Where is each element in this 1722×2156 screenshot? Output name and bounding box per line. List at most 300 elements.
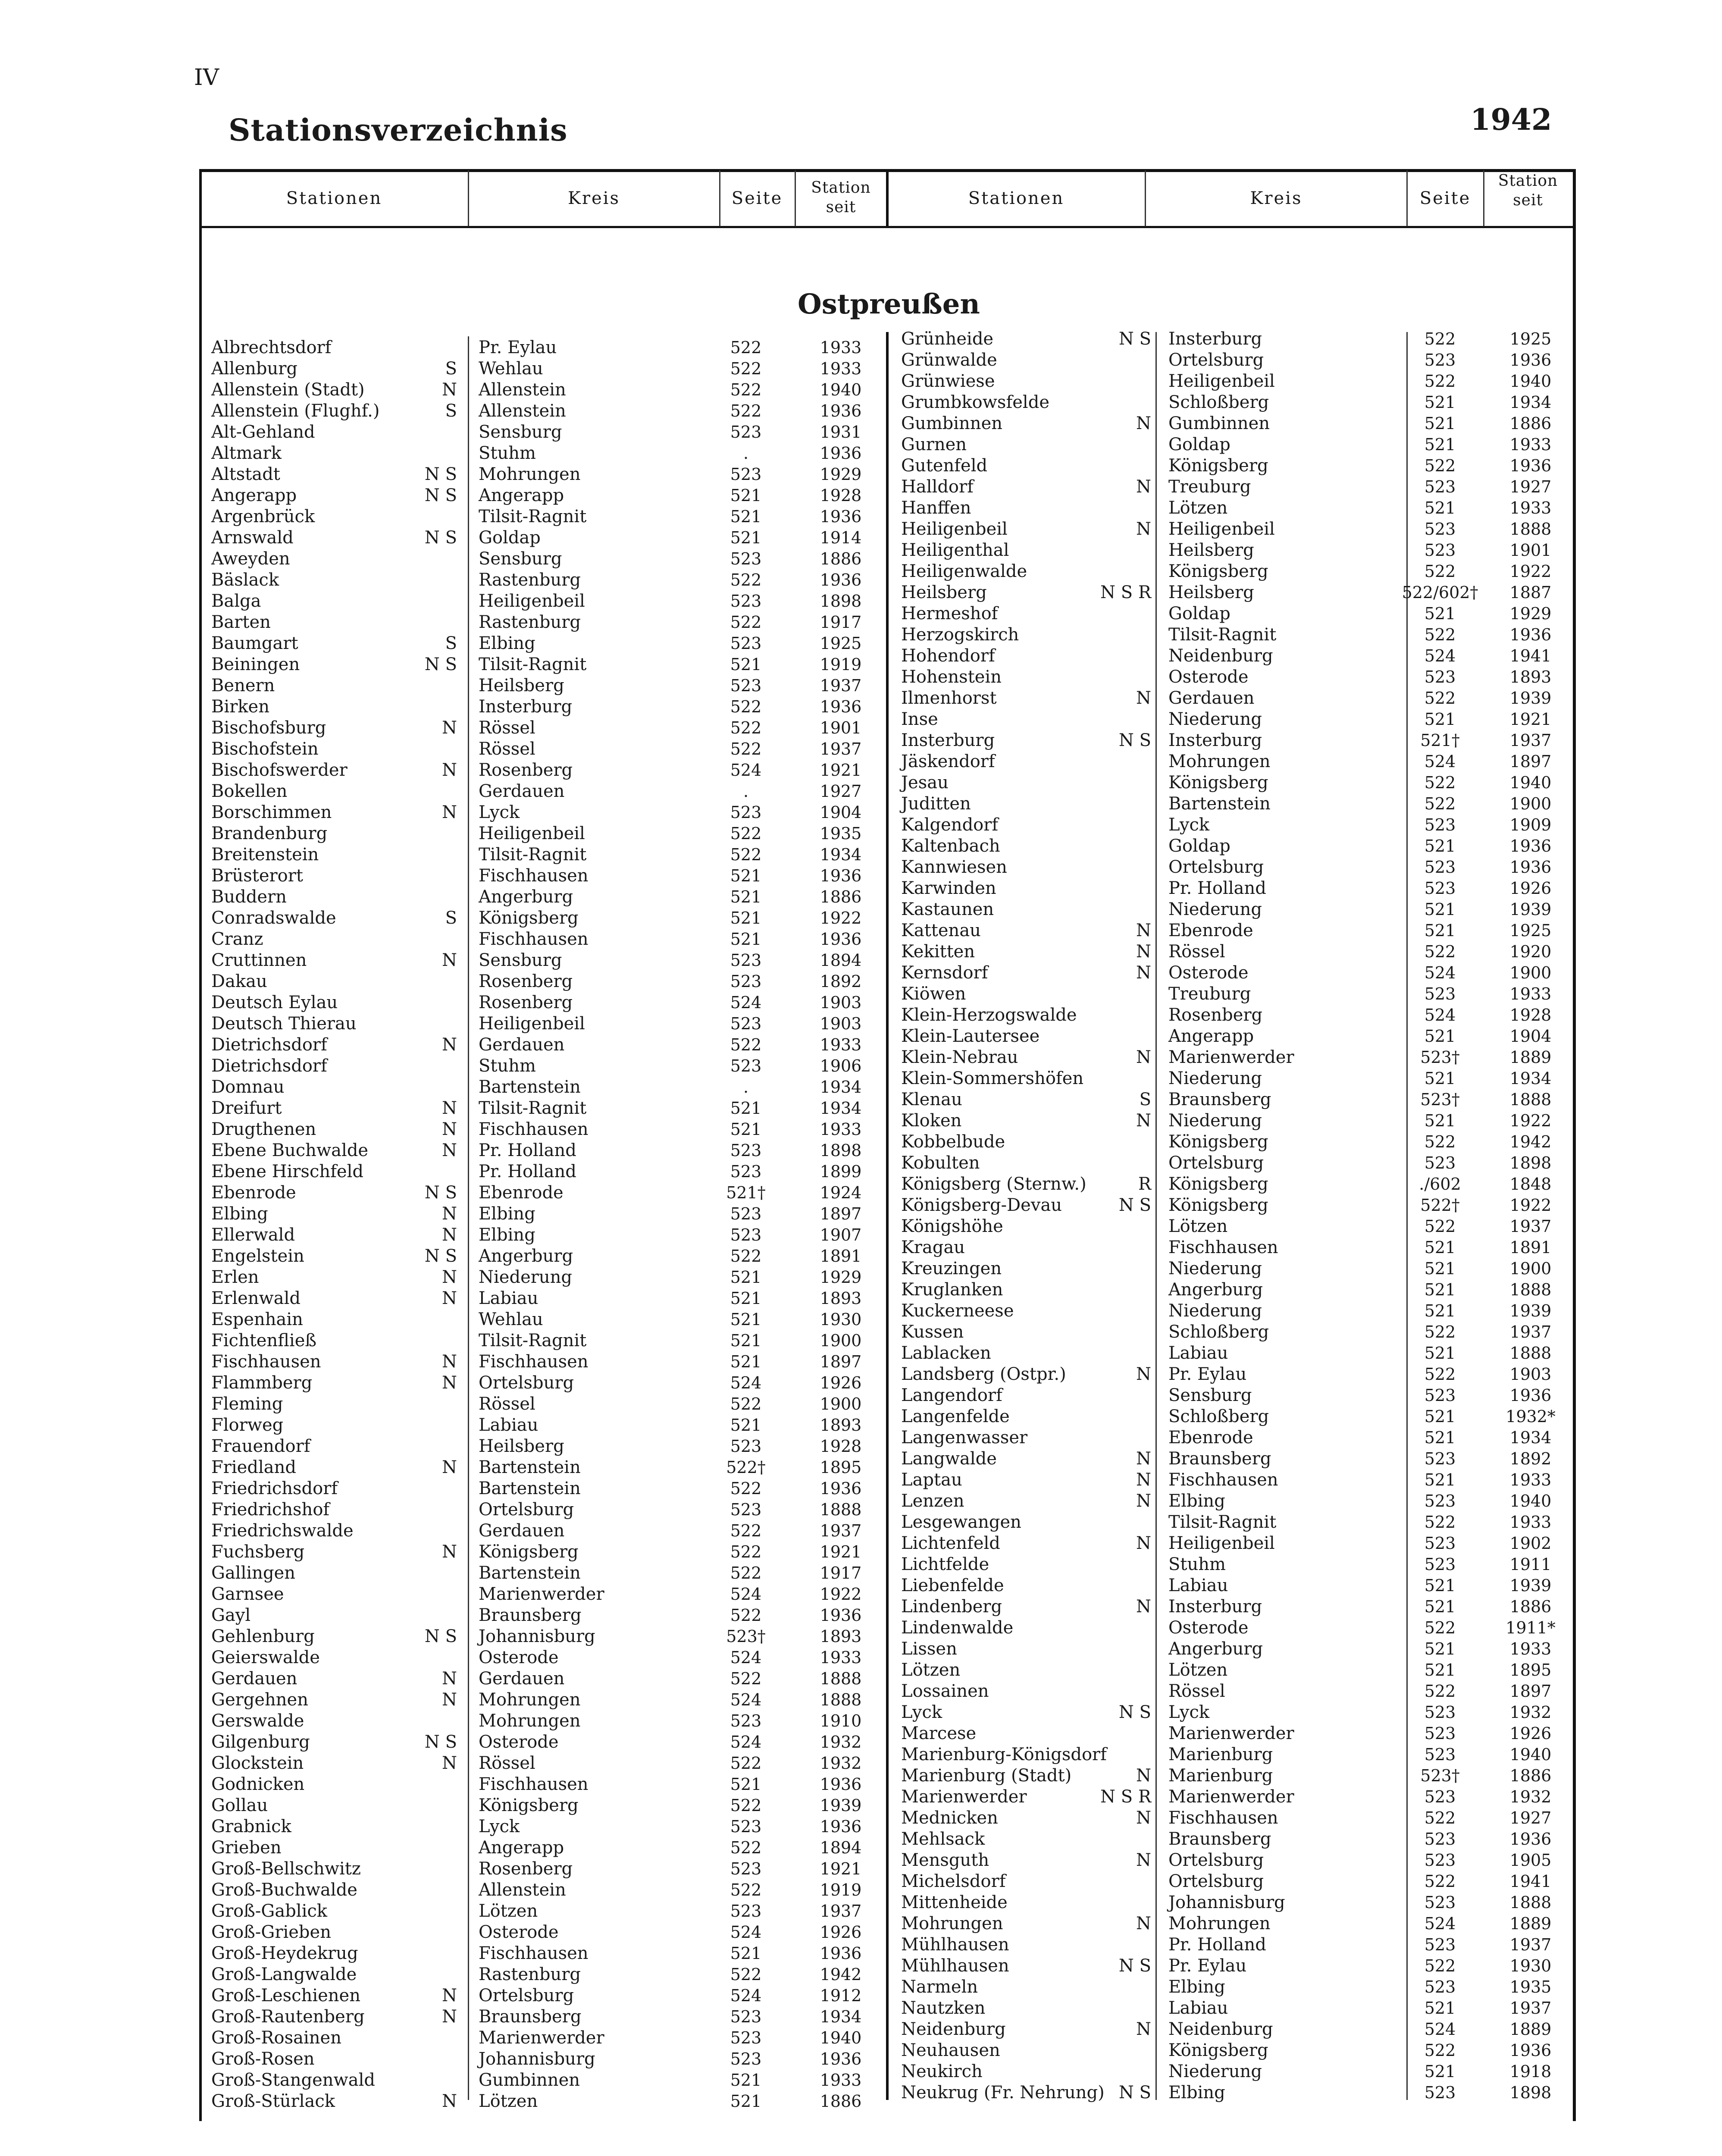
station-since-value: 1926 bbox=[1509, 879, 1552, 898]
table-row bbox=[211, 422, 884, 442]
station-flag: N S bbox=[424, 1732, 457, 1752]
seite-value: 523 bbox=[1424, 1449, 1456, 1468]
station-name: Alt-Gehland bbox=[211, 422, 315, 442]
table-row bbox=[901, 688, 1565, 708]
seite-value: 521 bbox=[1424, 710, 1456, 729]
station-name: Karwinden bbox=[901, 878, 996, 898]
station-since-value: 1904 bbox=[820, 803, 862, 822]
table-row bbox=[211, 2091, 884, 2112]
kreis-name: Königsberg bbox=[1168, 773, 1268, 793]
table-row bbox=[211, 2028, 884, 2048]
kreis-name: Rössel bbox=[479, 1394, 535, 1414]
seite-value: 522 bbox=[730, 1479, 762, 1498]
station-flag: N bbox=[1136, 1449, 1151, 1469]
kreis-name: Niederung bbox=[479, 1267, 572, 1287]
station-name: Barten bbox=[211, 612, 271, 632]
table-row bbox=[901, 1639, 1565, 1659]
kreis-name: Heiligenbeil bbox=[1168, 1533, 1275, 1553]
table-row bbox=[901, 1110, 1565, 1131]
table-row bbox=[211, 633, 884, 654]
seite-value: 522 bbox=[730, 845, 762, 864]
table-row bbox=[211, 1034, 884, 1055]
station-since-value: 1919 bbox=[820, 655, 862, 674]
station-name: Friedrichshof bbox=[211, 1500, 330, 1520]
table-row bbox=[901, 962, 1565, 983]
kreis-name: Angerburg bbox=[479, 887, 573, 907]
column-divider bbox=[1145, 170, 1146, 226]
header-stationen-left: Stationen bbox=[286, 188, 382, 208]
kreis-name: Treuburg bbox=[1168, 477, 1251, 497]
table-row bbox=[901, 1533, 1565, 1554]
kreis-name: Mohrungen bbox=[1168, 752, 1271, 771]
table-row bbox=[901, 1850, 1565, 1871]
station-flag: N bbox=[442, 2091, 457, 2111]
seite-value: 522 bbox=[1424, 1132, 1456, 1151]
seite-value: 521 bbox=[1424, 1470, 1456, 1489]
table-row bbox=[211, 1457, 884, 1478]
kreis-name: Johannisburg bbox=[479, 2049, 595, 2069]
station-name: Groß-Grieben bbox=[211, 1922, 331, 1942]
station-since-value: 1933 bbox=[1509, 1470, 1552, 1489]
station-since-value: 1919 bbox=[820, 1880, 862, 1899]
table-row bbox=[901, 1765, 1565, 1786]
station-name: Deutsch Thierau bbox=[211, 1014, 357, 1034]
station-name: Bäslack bbox=[211, 570, 279, 590]
station-flag: N bbox=[442, 1352, 457, 1372]
station-since-value: 1925 bbox=[1509, 329, 1552, 348]
station-since-value: 1891 bbox=[820, 1247, 862, 1266]
kreis-name: Labiau bbox=[1168, 1998, 1228, 2018]
station-since-value: 1933 bbox=[820, 359, 862, 378]
station-flag: N bbox=[442, 1542, 457, 1562]
seite-value: 522† bbox=[726, 1458, 766, 1477]
kreis-name: Fischhausen bbox=[479, 929, 589, 949]
table-row bbox=[211, 802, 884, 823]
station-name: Kaltenbach bbox=[901, 836, 1000, 856]
station-since-value: 1893 bbox=[1509, 667, 1552, 686]
table-row bbox=[901, 1596, 1565, 1617]
station-since-value: 1917 bbox=[820, 613, 862, 632]
seite-value: 523 bbox=[1424, 1977, 1456, 1996]
table-row bbox=[211, 696, 884, 717]
station-name: Bischofswerder bbox=[211, 760, 348, 780]
table-row bbox=[211, 1901, 884, 1921]
station-since-value: 1940 bbox=[1509, 1745, 1552, 1764]
station-since-value: 1939 bbox=[1509, 1301, 1552, 1320]
header-kreis-left: Kreis bbox=[568, 188, 620, 208]
station-name: Dakau bbox=[211, 971, 267, 991]
kreis-name: Sensburg bbox=[479, 549, 562, 569]
station-since-value: 1936 bbox=[1509, 351, 1552, 370]
station-since-value: 1893 bbox=[820, 1416, 862, 1435]
seite-value: 521 bbox=[730, 1944, 762, 1963]
table-row bbox=[901, 1448, 1565, 1469]
station-flag: N bbox=[442, 1204, 457, 1224]
column-divider bbox=[886, 170, 889, 226]
table-row bbox=[211, 865, 884, 886]
table-row bbox=[901, 476, 1565, 497]
kreis-name: Rössel bbox=[479, 1753, 535, 1773]
seite-value: 522 bbox=[1424, 1322, 1456, 1341]
page-number: IV bbox=[194, 65, 219, 91]
table-row bbox=[901, 1681, 1565, 1702]
station-name: Gerswalde bbox=[211, 1711, 304, 1731]
seite-value: 521 bbox=[730, 1775, 762, 1794]
seite-value: 521 bbox=[1424, 1597, 1456, 1616]
station-flag: N S bbox=[424, 528, 457, 548]
table-row bbox=[211, 1605, 884, 1626]
station-name: Flammberg bbox=[211, 1373, 313, 1393]
station-since-value: 1940 bbox=[820, 2028, 862, 2047]
table-row bbox=[211, 379, 884, 400]
table-row bbox=[211, 1182, 884, 1203]
seite-value: 522 bbox=[1424, 1956, 1456, 1975]
seite-value: 521 bbox=[730, 1289, 762, 1308]
station-flag: N bbox=[442, 2007, 457, 2027]
seite-value: 523 bbox=[730, 2028, 762, 2047]
station-name: Marcese bbox=[901, 1724, 977, 1743]
station-flag: N S bbox=[424, 1183, 457, 1203]
table-row bbox=[211, 760, 884, 780]
station-name: Bischofstein bbox=[211, 739, 319, 759]
station-flag: N S bbox=[1118, 1956, 1151, 1976]
kreis-name: Neidenburg bbox=[1168, 646, 1273, 666]
station-name: Lossainen bbox=[901, 1681, 989, 1701]
station-since-value: 1886 bbox=[1509, 1766, 1552, 1785]
kreis-name: Schloßberg bbox=[1168, 392, 1269, 412]
seite-value: . bbox=[743, 782, 749, 801]
table-row bbox=[901, 1512, 1565, 1532]
station-since-value: 1939 bbox=[1509, 689, 1552, 708]
station-since-value: 1936 bbox=[820, 401, 862, 420]
table-row bbox=[211, 1394, 884, 1414]
station-flag: N bbox=[1136, 1850, 1151, 1870]
kreis-name: Osterode bbox=[479, 1732, 559, 1752]
station-since-value: 1895 bbox=[1509, 1661, 1552, 1680]
kreis-name: Angerburg bbox=[1168, 1639, 1263, 1659]
seite-value: 521 bbox=[730, 655, 762, 674]
station-since-value: 1894 bbox=[820, 1838, 862, 1857]
station-flag: N bbox=[442, 380, 457, 400]
seite-value: 522 bbox=[1424, 689, 1456, 708]
kreis-name: Ortelsburg bbox=[479, 1500, 574, 1520]
station-since-value: 1888 bbox=[820, 1500, 862, 1519]
table-row bbox=[211, 1816, 884, 1837]
kreis-name: Goldap bbox=[1168, 435, 1230, 454]
seite-value: 523 bbox=[1424, 1724, 1456, 1743]
station-name: Kobbelbude bbox=[901, 1132, 1005, 1152]
seite-value: 521 bbox=[1424, 1999, 1456, 2018]
station-since-value: 1888 bbox=[820, 1690, 862, 1709]
kreis-name: Pr. Eylau bbox=[479, 338, 557, 357]
station-name: Aweyden bbox=[211, 549, 290, 569]
table-row bbox=[901, 350, 1565, 370]
station-since-value: 1929 bbox=[1509, 604, 1552, 623]
seite-value: 523 bbox=[730, 1225, 762, 1244]
station-since-value: 1894 bbox=[820, 951, 862, 970]
table-row bbox=[211, 1309, 884, 1330]
kreis-name: Heilsberg bbox=[479, 1436, 564, 1456]
station-name: Deutsch Eylau bbox=[211, 993, 338, 1012]
station-since-value: 1933 bbox=[820, 338, 862, 357]
seite-value: ./602 bbox=[1419, 1175, 1461, 1194]
table-row bbox=[211, 718, 884, 738]
station-flag: N S bbox=[424, 1246, 457, 1266]
kreis-name: Bartenstein bbox=[479, 1563, 581, 1583]
table-row bbox=[901, 1575, 1565, 1596]
station-name: Frauendorf bbox=[211, 1436, 310, 1456]
station-since-value: 1937 bbox=[1509, 1999, 1552, 2018]
table-row bbox=[211, 1647, 884, 1668]
station-flag: N bbox=[442, 1225, 457, 1245]
table-row bbox=[901, 1216, 1565, 1237]
station-name: Halldorf bbox=[901, 477, 974, 497]
header-stationen-right: Stationen bbox=[968, 188, 1065, 208]
station-flag: R bbox=[1138, 1174, 1151, 1194]
station-name: Fichtenfließ bbox=[211, 1331, 317, 1351]
table-row bbox=[211, 1246, 884, 1266]
kreis-name: Gerdauen bbox=[1168, 688, 1255, 708]
kreis-name: Heiligenbeil bbox=[479, 591, 585, 611]
table-row bbox=[901, 1723, 1565, 1744]
kreis-name: Braunsberg bbox=[479, 1605, 582, 1625]
seite-value: 524 bbox=[730, 1373, 762, 1392]
station-name: Altstadt bbox=[211, 464, 280, 484]
station-flag: N bbox=[1136, 1808, 1151, 1828]
seite-value: 522 bbox=[730, 740, 762, 758]
station-name: Gallingen bbox=[211, 1563, 295, 1583]
table-row bbox=[901, 1406, 1565, 1427]
seite-value: 523 bbox=[1424, 1830, 1456, 1849]
station-name: Lissen bbox=[901, 1639, 957, 1659]
table-row bbox=[211, 2049, 884, 2069]
station-since-value: 1939 bbox=[820, 1796, 862, 1815]
station-flag: N bbox=[442, 1457, 457, 1477]
table-row bbox=[901, 941, 1565, 962]
kreis-name: Mohrungen bbox=[479, 1690, 581, 1710]
kreis-name: Insterburg bbox=[1168, 1597, 1262, 1617]
station-name: Engelstein bbox=[211, 1246, 304, 1266]
seite-value: 524 bbox=[1424, 1914, 1456, 1933]
station-name: Lenzen bbox=[901, 1491, 964, 1511]
station-since-value: 1888 bbox=[1509, 1893, 1552, 1912]
station-name: Grünwalde bbox=[901, 350, 997, 370]
station-name: Narmeln bbox=[901, 1977, 978, 1997]
kreis-name: Niederung bbox=[1168, 709, 1262, 729]
station-since-value: 1936 bbox=[1509, 1830, 1552, 1849]
station-since-value: 1893 bbox=[820, 1289, 862, 1308]
seite-value: 524 bbox=[1424, 1006, 1456, 1025]
kreis-name: Marienburg bbox=[1168, 1766, 1273, 1786]
header-seite-right: Seite bbox=[1419, 188, 1471, 208]
station-name: Ilmenhorst bbox=[901, 688, 997, 708]
seite-value: 523 bbox=[1424, 1787, 1456, 1806]
kreis-name: Königsberg bbox=[479, 908, 579, 928]
table-row bbox=[211, 908, 884, 928]
seite-value: 522 bbox=[1424, 2041, 1456, 2060]
table-row bbox=[211, 1711, 884, 1731]
kreis-name: Heiligenbeil bbox=[1168, 519, 1275, 539]
station-name: Mohrungen bbox=[901, 1914, 1003, 1934]
kreis-name: Angerburg bbox=[479, 1246, 573, 1266]
seite-value: 521 bbox=[730, 2071, 762, 2090]
station-since-value: 1940 bbox=[1509, 372, 1552, 391]
station-flag: N bbox=[1136, 1914, 1151, 1934]
station-flag: N S bbox=[424, 1626, 457, 1646]
table-row bbox=[211, 1119, 884, 1140]
seite-value: 521 bbox=[1424, 1259, 1456, 1278]
seite-value: 523 bbox=[730, 2049, 762, 2068]
kreis-name: Neidenburg bbox=[1168, 2019, 1273, 2039]
station-since-value: 1936 bbox=[820, 1817, 862, 1836]
table-row bbox=[901, 498, 1565, 518]
table-row bbox=[211, 1732, 884, 1752]
station-since-value: 1888 bbox=[1509, 520, 1552, 539]
table-row bbox=[211, 1056, 884, 1076]
table-row bbox=[211, 1267, 884, 1288]
station-name: Laptau bbox=[901, 1470, 962, 1490]
seite-value: 522 bbox=[1424, 329, 1456, 348]
kreis-name: Niederung bbox=[1168, 1259, 1262, 1279]
table-row bbox=[211, 1203, 884, 1224]
kreis-name: Labiau bbox=[1168, 1343, 1228, 1363]
table-row bbox=[901, 1343, 1565, 1363]
station-flag: N bbox=[442, 802, 457, 822]
table-row bbox=[901, 2019, 1565, 2040]
station-since-value: 1936 bbox=[1509, 2041, 1552, 2060]
seite-value: 521 bbox=[1424, 1639, 1456, 1658]
kreis-name: Rastenburg bbox=[479, 570, 581, 590]
table-row bbox=[901, 709, 1565, 730]
table-row bbox=[901, 582, 1565, 603]
seite-value: 523 bbox=[730, 676, 762, 695]
station-flag: N bbox=[1136, 414, 1151, 433]
station-since-value: 1903 bbox=[820, 993, 862, 1012]
seite-value: 521 bbox=[1424, 604, 1456, 623]
seite-value: 522 bbox=[730, 1796, 762, 1815]
station-name: Hermeshof bbox=[901, 604, 998, 624]
region-heading: Ostpreußen bbox=[798, 288, 980, 320]
table-row bbox=[901, 1871, 1565, 1892]
seite-value: 521 bbox=[1424, 1344, 1456, 1363]
kreis-name: Pr. Holland bbox=[1168, 1935, 1266, 1955]
table-row bbox=[901, 793, 1565, 814]
kreis-name: Insterburg bbox=[479, 697, 573, 717]
kreis-name: Goldap bbox=[1168, 604, 1230, 624]
column-divider bbox=[1483, 170, 1484, 226]
table-row bbox=[901, 540, 1565, 561]
table-row bbox=[211, 971, 884, 992]
kreis-name: Lötzen bbox=[1168, 498, 1228, 518]
station-since-value: 1941 bbox=[1509, 646, 1552, 665]
kreis-name: Königsberg bbox=[1168, 456, 1268, 476]
kreis-name: Lyck bbox=[1168, 815, 1210, 835]
kreis-name: Lyck bbox=[479, 1817, 520, 1836]
kreis-name: Insterburg bbox=[1168, 730, 1262, 750]
seite-value: 522 bbox=[730, 613, 762, 632]
column-divider bbox=[719, 170, 720, 226]
kreis-name: Fischhausen bbox=[1168, 1808, 1278, 1828]
table-row bbox=[901, 392, 1565, 413]
kreis-name: Rastenburg bbox=[479, 1965, 581, 1984]
station-name: Groß-Rosen bbox=[211, 2049, 315, 2069]
station-since-value: 1940 bbox=[1509, 773, 1552, 792]
station-since-value: 1904 bbox=[1509, 1027, 1552, 1046]
kreis-name: Marienwerder bbox=[1168, 1724, 1294, 1743]
station-name: Kernsdorf bbox=[901, 963, 988, 983]
kreis-name: Ortelsburg bbox=[1168, 1850, 1264, 1870]
station-since-value: 1888 bbox=[1509, 1090, 1552, 1109]
station-since-value: 1888 bbox=[1509, 1280, 1552, 1299]
seite-value: 522 bbox=[730, 401, 762, 420]
station-since-value: 1934 bbox=[820, 845, 862, 864]
kreis-name: Ortelsburg bbox=[1168, 350, 1264, 370]
seite-value: 521 bbox=[1424, 1069, 1456, 1088]
station-since-value: 1928 bbox=[820, 1437, 862, 1456]
station-name: Gutenfeld bbox=[901, 456, 988, 476]
station-name: Neukrug (Fr. Nehrung) bbox=[901, 2083, 1105, 2103]
seite-value: 523 bbox=[730, 1817, 762, 1836]
station-since-value: 1936 bbox=[820, 1775, 862, 1794]
station-flag: N bbox=[1136, 1364, 1151, 1384]
station-since-value: 1891 bbox=[1509, 1238, 1552, 1257]
kreis-name: Tilsit-Ragnit bbox=[479, 1331, 587, 1351]
kreis-name: Sensburg bbox=[1168, 1385, 1252, 1405]
station-name: Altmark bbox=[211, 443, 282, 463]
station-name: Lötzen bbox=[901, 1660, 961, 1680]
station-since-value: 1900 bbox=[1509, 1259, 1552, 1278]
table-row bbox=[211, 1774, 884, 1795]
seite-value: 521 bbox=[1424, 837, 1456, 856]
seite-value: 522 bbox=[1424, 562, 1456, 581]
table-row bbox=[211, 1161, 884, 1182]
seite-value: 522 bbox=[730, 697, 762, 716]
table-row bbox=[211, 1436, 884, 1457]
kreis-name: Königsberg bbox=[1168, 1195, 1268, 1215]
kreis-name: Mohrungen bbox=[479, 464, 581, 484]
seite-value: 523 bbox=[1424, 520, 1456, 539]
station-name: Gumbinnen bbox=[901, 414, 1002, 433]
station-since-value: 1931 bbox=[820, 423, 862, 442]
station-since-value: 1927 bbox=[1509, 477, 1552, 496]
seite-value: . bbox=[743, 1078, 749, 1097]
station-name: Liebenfelde bbox=[901, 1576, 1004, 1595]
seite-value: 521 bbox=[730, 1310, 762, 1329]
table-row bbox=[901, 899, 1565, 920]
table-row bbox=[901, 1892, 1565, 1913]
table-row bbox=[901, 836, 1565, 856]
station-name: Albrechtsdorf bbox=[211, 338, 332, 357]
station-name: Conradswalde bbox=[211, 908, 336, 928]
table-row bbox=[211, 1373, 884, 1393]
station-since-value: 1937 bbox=[820, 1521, 862, 1540]
seite-value: 521 bbox=[730, 1120, 762, 1139]
station-since-value: 1907 bbox=[820, 1225, 862, 1244]
seite-value: 522 bbox=[730, 1606, 762, 1625]
seite-value: 522/602† bbox=[1402, 583, 1478, 602]
seite-value: 522 bbox=[730, 570, 762, 589]
station-flag: N bbox=[1136, 688, 1151, 708]
table-row bbox=[901, 1322, 1565, 1342]
seite-value: 522 bbox=[730, 718, 762, 737]
station-name: Neidenburg bbox=[901, 2019, 1006, 2039]
station-since-value: 1900 bbox=[1509, 963, 1552, 982]
seite-value: 521 bbox=[730, 2092, 762, 2111]
kreis-name: Heilsberg bbox=[479, 676, 564, 696]
station-name: Fuchsberg bbox=[211, 1542, 305, 1562]
kreis-name: Niederung bbox=[1168, 2062, 1262, 2081]
station-name: Kobulten bbox=[901, 1153, 980, 1173]
